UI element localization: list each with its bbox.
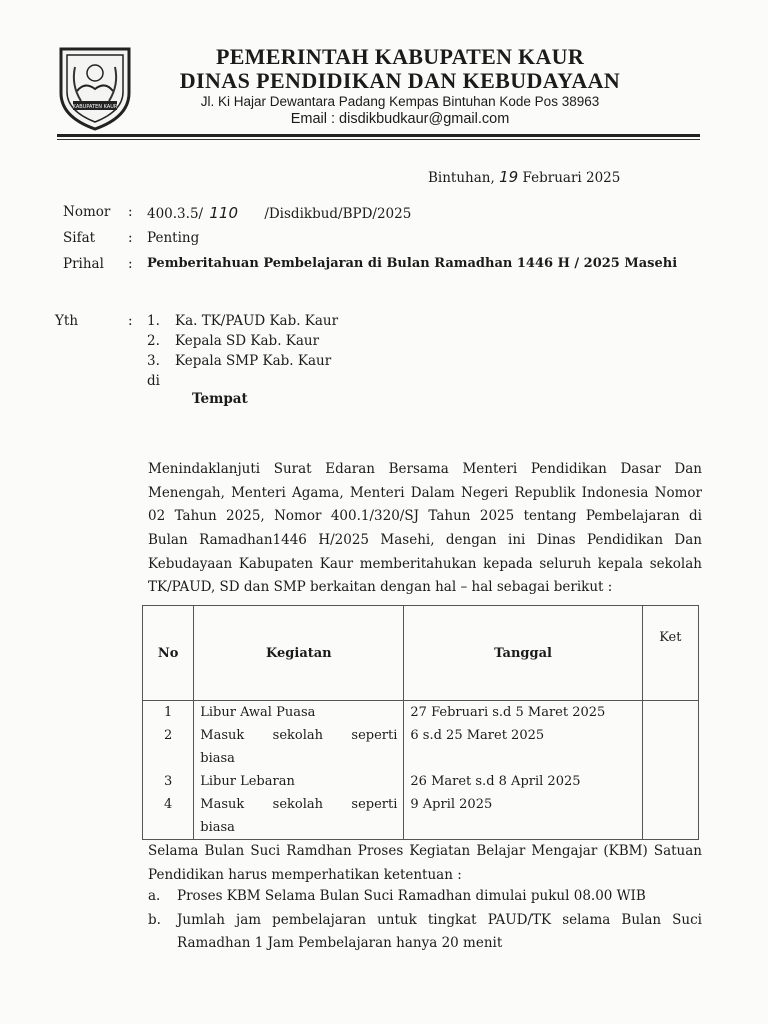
sifat-value: Penting — [147, 230, 200, 246]
body-paragraph-2: Selama Bulan Suci Ramdhan Proses Kegiatan Belajar Mengajar (KBM) Satuan Pendidikan harus memperhatikan ketentuan : — [148, 843, 702, 883]
body-paragraph-1: Menindaklanjuti Surat Edaran Bersama Menteri Pendidikan Dasar Dan Menengah, Menteri Agama, Menteri Dalam Negeri Republik Indonesia Nomor 02 Tahun 2025, Nomor 400.1/320/SJ Tahun 2025 tentang Pembelajaran di Bulan Ramadhan1446 H/2025 Masehi, dengan ini Dinas Pendidikan Dan Kebudayaan Kabupaten Kaur memberitahukan kepada seluruh kepala sekolah TK/PAUD, SD dan SMP berkaitan dengan hal – hal sebagai berikut : — [148, 461, 702, 596]
col-ket: Ket — [642, 606, 698, 701]
list-item-marker: b. — [148, 912, 161, 928]
letterhead-agency: DINAS PENDIDIKAN DAN KEBUDAYAAN — [179, 68, 621, 93]
list-item: Jumlah jam pembelajaran untuk tingkat PAUD/TK selama Bulan Suci — [177, 912, 702, 928]
prihal-label: Prihal — [63, 256, 104, 272]
letter-date: Bintuhan, 19 Februari 2025 — [428, 168, 621, 186]
letterhead-email: Email : disdikbudkaur@gmail.com — [290, 111, 510, 127]
table-header-row — [143, 606, 699, 701]
recipient-item: Ka. TK/PAUD Kab. Kaur — [175, 313, 339, 329]
recipient-item: Kepala SD Kab. Kaur — [175, 333, 320, 349]
col-no: No — [143, 606, 194, 701]
schedule-table — [142, 605, 699, 840]
regency-logo — [55, 45, 135, 131]
recipient-item: Kepala SMP Kab. Kaur — [175, 353, 332, 369]
list-item: Proses KBM Selama Bulan Suci Ramadhan dimulai pukul 08.00 WIB — [177, 888, 646, 904]
tempat-word: Tempat — [192, 391, 248, 407]
list-item-marker: a. — [148, 888, 161, 904]
prihal-value: Pemberitahuan Pembelajaran di Bulan Ramadhan 1446 H / 2025 Masehi — [147, 256, 678, 271]
sifat-label: Sifat — [63, 230, 96, 246]
list-item-continuation: Ramadhan 1 Jam Pembelajaran hanya 20 menit — [177, 935, 503, 951]
handwritten-day: 19 — [499, 168, 519, 186]
handwritten-number: 110 — [209, 204, 239, 222]
letterhead-rule — [57, 134, 700, 137]
letterhead-government: PEMERINTAH KABUPATEN KAUR — [215, 44, 585, 69]
col-tanggal: Tanggal — [404, 606, 642, 701]
nomor-label: Nomor — [63, 204, 111, 220]
col-kegiatan: Kegiatan — [194, 606, 404, 701]
letterhead-address: Jl. Ki Hajar Dewantara Padang Kempas Bintuhan Kode Pos 38963 — [200, 94, 600, 109]
letterhead-rule-thin — [57, 139, 700, 140]
recipient-label: Yth — [55, 313, 79, 329]
svg-text:KABUPATEN KAUR: KABUPATEN KAUR — [72, 104, 118, 110]
di-word: di — [147, 373, 160, 389]
table-row: 1 2 3 4 Libur Awal Puasa Masuk sekolah seperti biasa Libur Lebaran Masuk sekolah seperti biasa 27 Februari s.d 5 Maret 2025 6 s.d 25 Maret 2025 26 Maret s.d 8 April 2025 9 April 2025 — [143, 701, 699, 840]
nomor-value: 400.3.5/ 110 /Disdikbud/BPD/2025 — [147, 204, 412, 222]
